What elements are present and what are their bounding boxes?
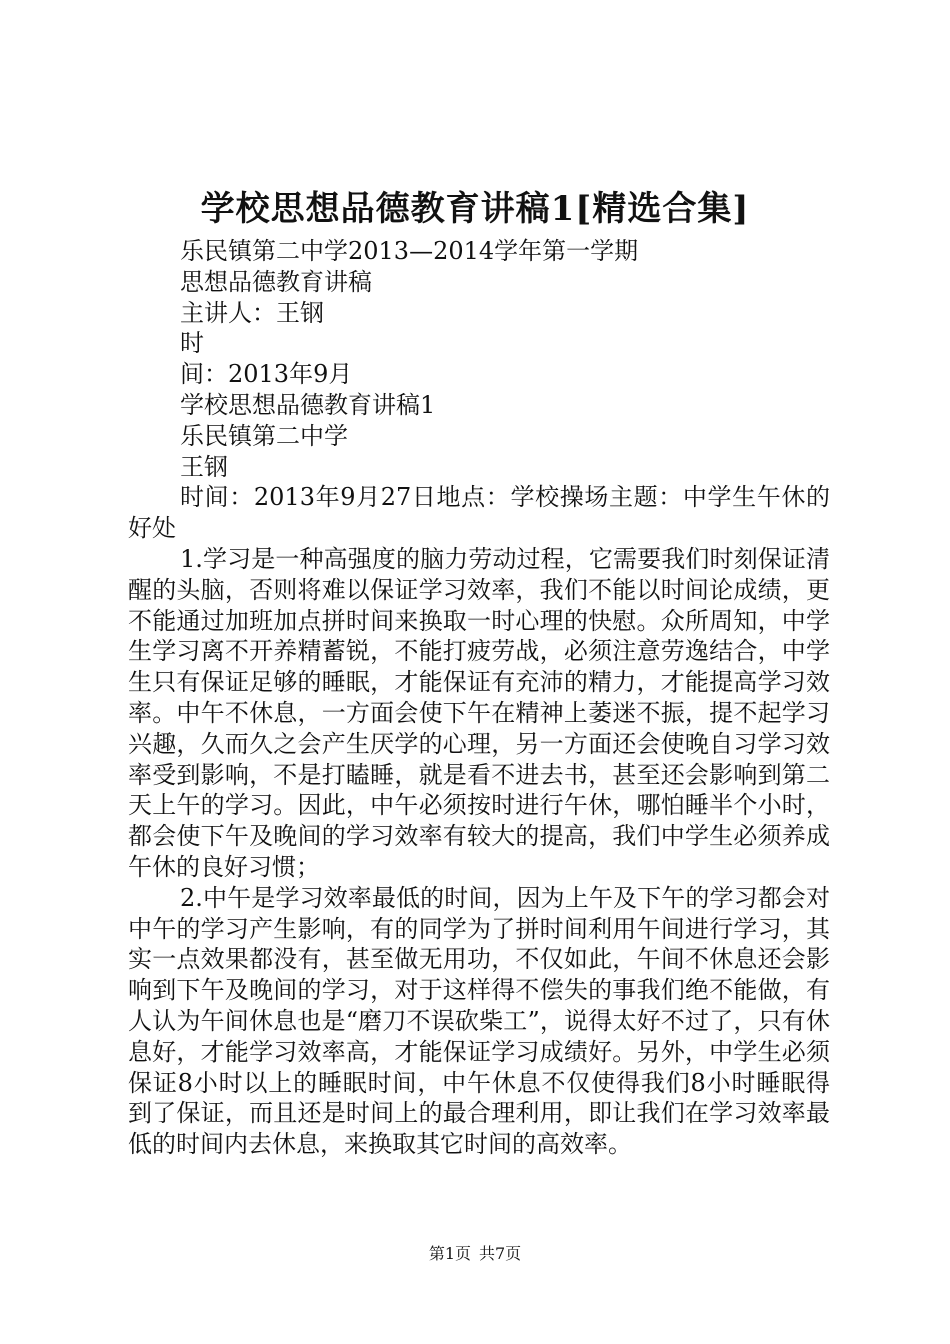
- header-line-lecture-title: 学校思想品德教育讲稿1: [180, 390, 436, 419]
- header-line-subject: 思想品德教育讲稿: [180, 267, 372, 296]
- paragraph-meeting-info: 时间：2013年9月27日地点：学校操场主题：中学生午休的好处: [128, 483, 830, 543]
- page-total: 共7页: [479, 1244, 522, 1263]
- document-body: [128, 236, 830, 1160]
- page-number: 第1页: [428, 1244, 471, 1263]
- header-line-school: 乐民镇第二中学: [180, 421, 348, 450]
- header-line-speaker: 主讲人：王钢: [180, 298, 324, 327]
- paragraph-point-1: 1.学习是一种高强度的脑力劳动过程，它需要我们时刻保证清醒的头脑，否则将难以保证学习效率，我们不能以时间论成绩，更不能通过加班加点拼时间来换取一时心理的快慰。众所周知，中学生学习离不开养精蓄锐，不能打疲劳战，必须注意劳逸结合，中学生只有保证足够的睡眠，才能保证有充沛的精力，才能提高学习效率。中午不休息，一方面会使下午在精神上萎迷不振，提不起学习兴趣，久而久之会产生厌学的心理，另一方面还会使晚自习学习效率受到影响，不是打瞌睡，就是看不进去书，甚至还会影响到第二天上午的学习。因此，中午必须按时进行午休，哪怕睡半个小时，都会使下午及晚间的学习效率有较大的提高，我们中学生必须养成午休的良好习惯；: [128, 544, 830, 881]
- page-footer: [0, 1243, 950, 1265]
- paragraph-point-2: 2.中午是学习效率最低的时间，因为上午及下午的学习都会对中午的学习产生影响，有的同学为了拼时间利用午间进行学习，其实一点效果都没有，甚至做无用功，不仅如此，午间不休息还会影响到下午及晚间的学习，对于这样得不偿失的事我们绝不能做，有人认为午间休息也是“磨刀不误砍柴工”，说得太好不过了，只有休息好，才能学习效率高，才能保证学习成绩好。另外，中学生必须保证8小时以上的睡眠时间，中午休息不仅使得我们8小时睡眠得到了保证，而且还是时间上的最合理利用，即让我们在学习效率最低的时间内去休息，来换取其它时间的高效率。: [128, 883, 830, 1159]
- header-line-author: 王钢: [180, 452, 228, 481]
- document-title: 学校思想品德教育讲稿1[精选合集]: [200, 189, 750, 229]
- header-line-school-term: 乐民镇第二中学2013—2014学年第一学期: [180, 237, 639, 265]
- header-line-time-label: 时: [180, 329, 204, 358]
- header-line-date: 间：2013年9月: [180, 360, 353, 389]
